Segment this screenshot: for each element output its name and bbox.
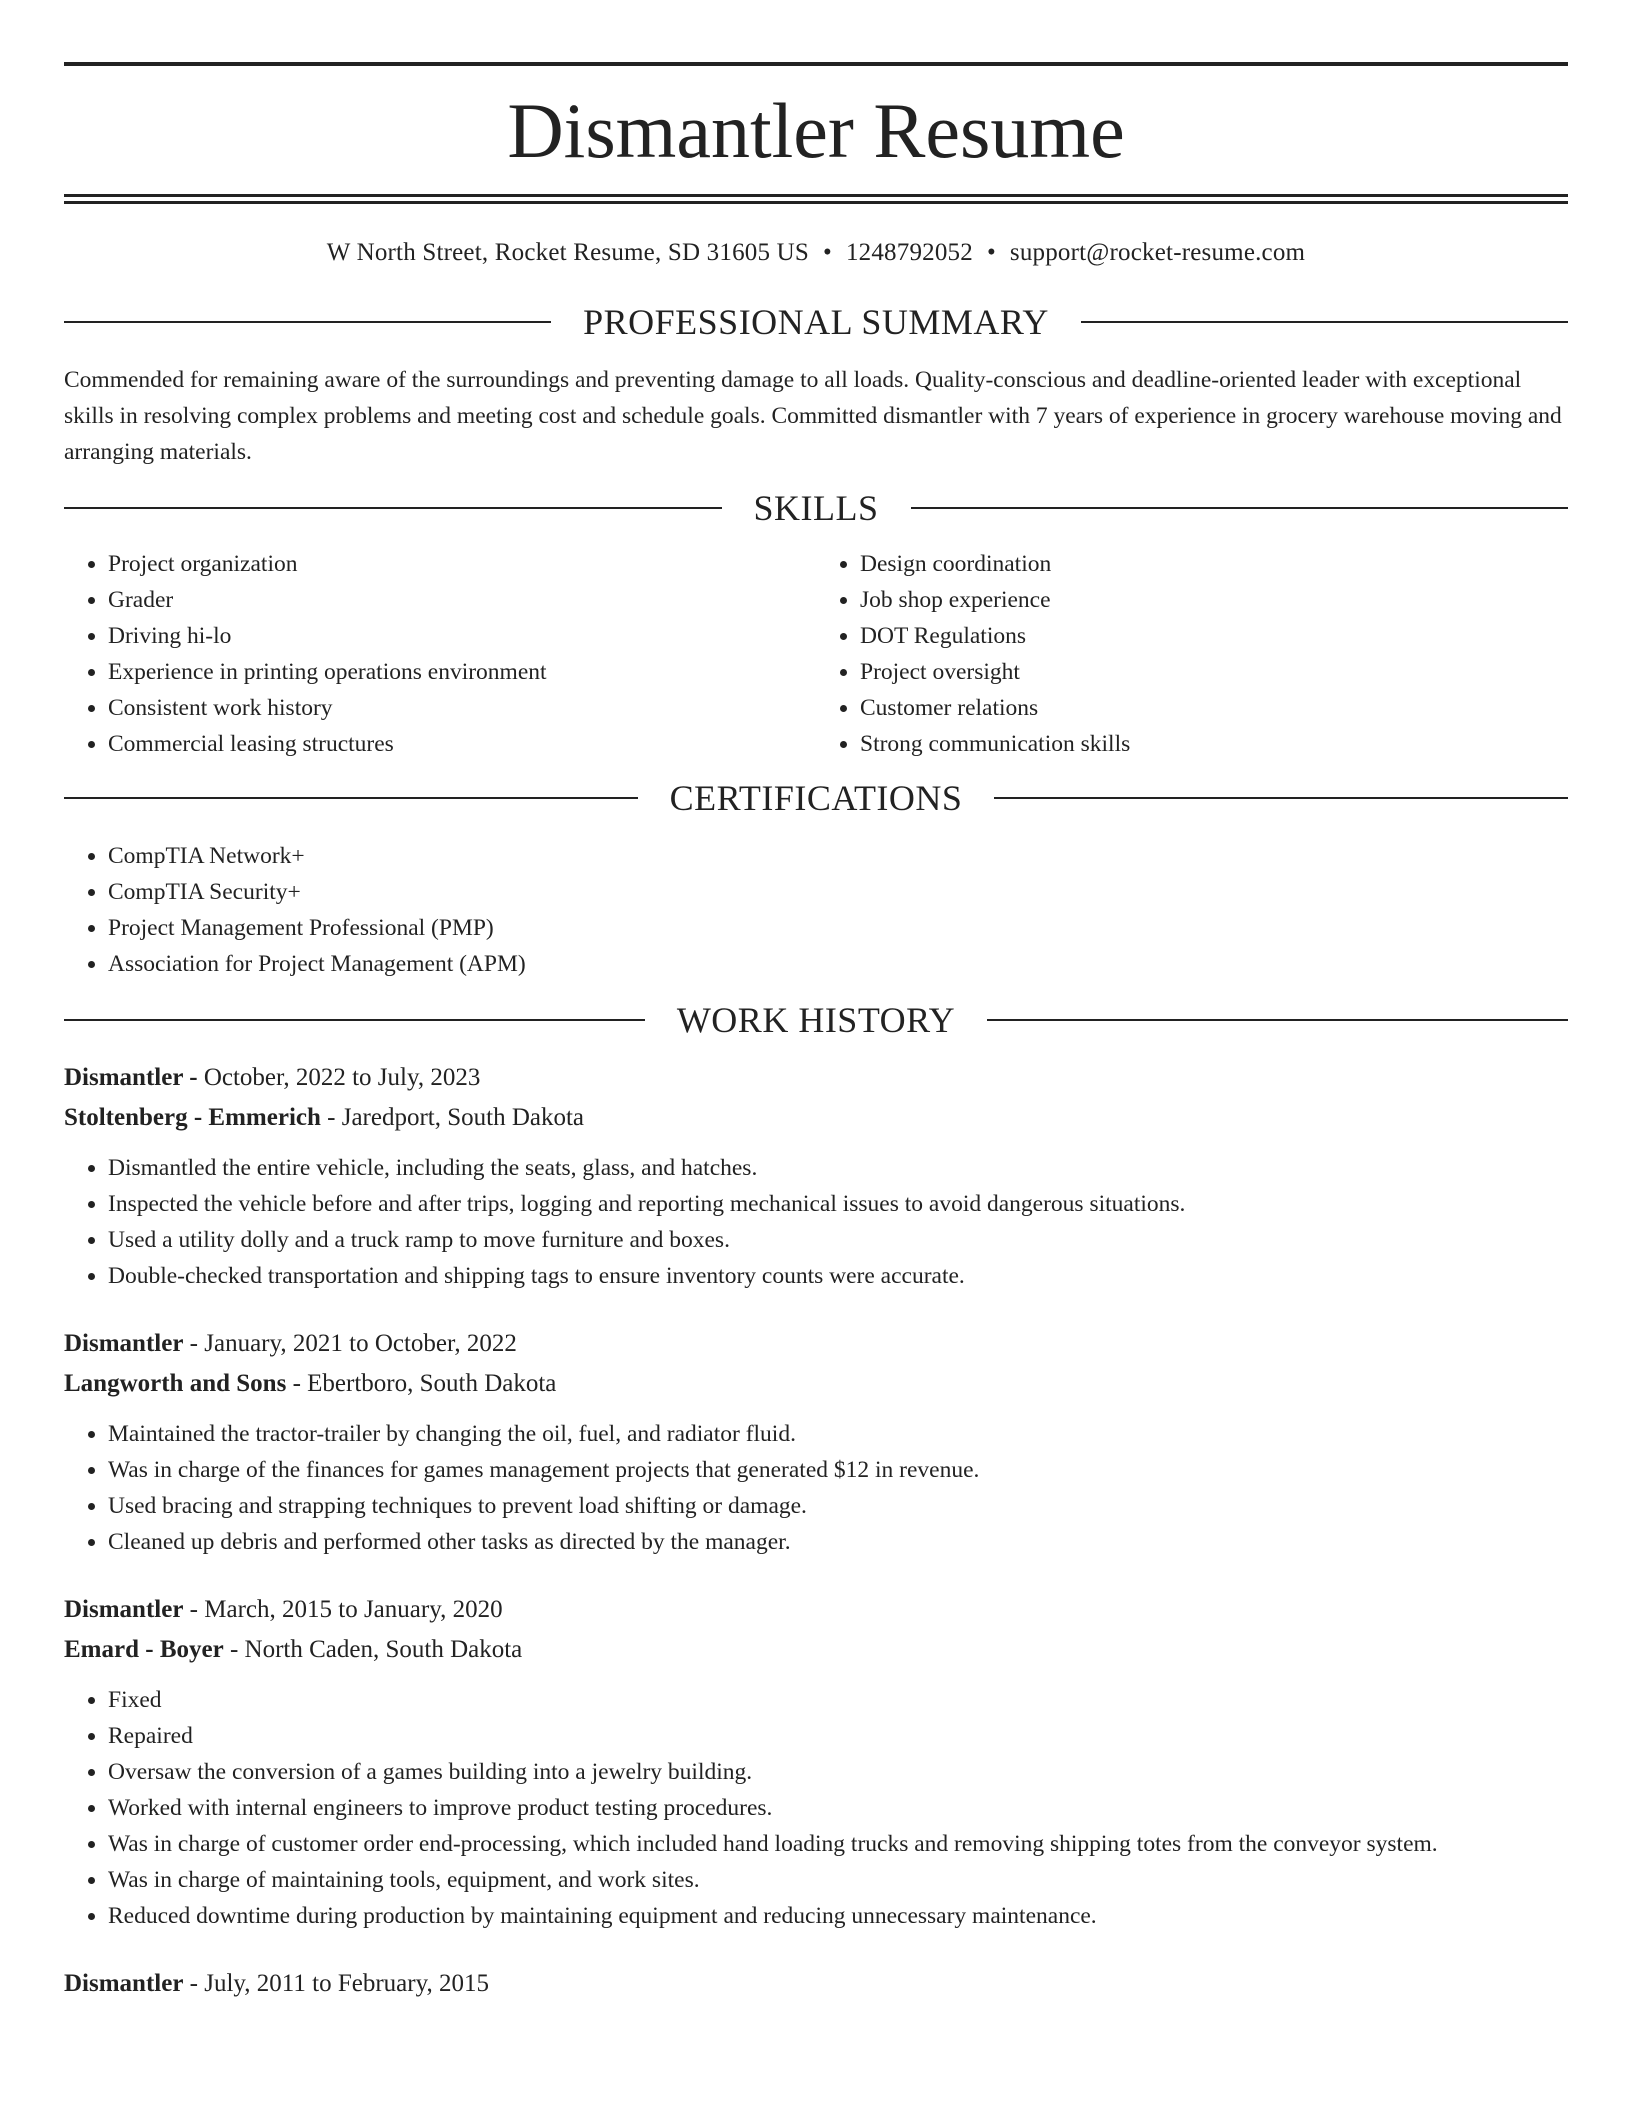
section-header-summary [64,302,1568,342]
job-title-line: Dismantler - October, 2022 to July, 2023 [64,1064,481,1091]
skill-item: • Grader [108,582,816,618]
job-bullet: • Used bracing and strapping techniques to prevent load shifting or damage. [108,1488,1568,1524]
divider [987,1019,1568,1021]
contact-phone: 1248792052 [845,239,973,266]
section-title-summary: PROFESSIONAL SUMMARY [583,302,1049,342]
contact-email: support@rocket-resume.com [1009,239,1306,266]
job-company-line: Stoltenberg - Emmerich - Jaredport, South Dakota [64,1104,585,1131]
contact-separator: • [986,239,996,266]
job-bullet: • Was in charge of customer order end-processing, which included hand loading trucks and removing shipping totes from the conveyor system. [108,1826,1568,1862]
job-bullet: • Inspected the vehicle before and after trips, logging and reporting mechanical issues to avoid dangerous situations. [108,1186,1568,1222]
job-bullet: • Worked with internal engineers to improve product testing procedures. [108,1790,1568,1826]
contact-address: W North Street, Rocket Resume, SD 31605 US [326,239,809,266]
job-title: Dismantler [64,1596,184,1623]
job-bullet: • Was in charge of the finances for games management projects that generated $12 in revenue. [108,1452,1568,1488]
certification-item: • CompTIA Network+ [108,838,1568,874]
divider [911,507,1569,509]
skill-item: • Project oversight [860,654,1568,690]
job-bullet: • Fixed [108,1682,1568,1718]
section-header-certifications [64,778,1568,818]
job-bullet: • Dismantled the entire vehicle, including the seats, glass, and hatches. [108,1150,1568,1186]
job-entry [64,1964,1568,2004]
job-title: Dismantler [64,1330,184,1357]
certification-item: • CompTIA Security+ [108,874,1568,910]
section-header-skills [64,488,1568,528]
skill-item: • Commercial leasing structures [108,726,816,762]
skill-item: • Consistent work history [108,690,816,726]
skill-item: • Customer relations [860,690,1568,726]
job-company: Langworth and Sons [64,1370,287,1397]
job-entry [64,1058,1568,1294]
job-bullets [64,1682,1568,1934]
skill-item: • DOT Regulations [860,618,1568,654]
job-company: Emard - Boyer [64,1636,224,1663]
job-dates: March, 2015 to January, 2020 [204,1596,503,1623]
section-header-work [64,1000,1568,1040]
job-bullet: • Cleaned up debris and performed other tasks as directed by the manager. [108,1524,1568,1560]
job-bullet: • Oversaw the conversion of a games building into a jewelry building. [108,1754,1568,1790]
job-bullet: • Reduced downtime during production by maintaining equipment and reducing unnecessary maintenance. [108,1898,1568,1934]
job-bullet: • Used a utility dolly and a truck ramp to move furniture and boxes. [108,1222,1568,1258]
job-company: Stoltenberg - Emmerich [64,1104,321,1131]
job-location: Ebertboro, South Dakota [307,1370,557,1397]
divider [64,507,722,509]
skills-column-left [64,546,816,762]
certifications-list [64,838,1568,982]
divider [994,797,1568,799]
job-company-line: Langworth and Sons - Ebertboro, South Dakota [64,1370,557,1397]
contact-separator: • [823,239,832,266]
certification-item: • Association for Project Management (APM) [108,946,1568,982]
job-bullet: • Maintained the tractor-trailer by changing the oil, fuel, and radiator fluid. [108,1416,1568,1452]
skills-list [64,546,1568,762]
section-title-skills: SKILLS [753,488,879,528]
job-title-line: Dismantler - July, 2011 to February, 2015 [64,1970,489,1997]
job-dates: January, 2021 to October, 2022 [204,1330,517,1357]
job-entry [64,1324,1568,1560]
job-title-line: Dismantler - January, 2021 to October, 2022 [64,1330,517,1357]
title-double-rule [64,194,1568,204]
job-bullet: • Was in charge of maintaining tools, equipment, and work sites. [108,1862,1568,1898]
job-bullet: • Repaired [108,1718,1568,1754]
divider [64,1019,645,1021]
job-location: Jaredport, South Dakota [341,1104,585,1131]
skills-column-right [816,546,1568,762]
page-title: Dismantler Resume [507,87,1125,174]
skill-item: • Design coordination [860,546,1568,582]
contact-line [64,238,1568,268]
job-bullets [64,1150,1568,1294]
divider [64,797,638,799]
job-title: Dismantler [64,1970,184,1997]
divider [64,321,551,323]
resume-page [64,0,1568,2004]
skill-item: • Strong communication skills [860,726,1568,762]
job-dates: October, 2022 to July, 2023 [203,1064,481,1091]
summary-text: Commended for remaining aware of the surroundings and preventing damage to all loads. Quality-conscious and deadline-oriented leader with exceptional skills in resolving complex problems and meeting cost and schedule goals. Committed dismantler with 7 years of experience in grocery warehouse moving and arranging materials. [64,367,1562,465]
job-title: Dismantler [64,1064,183,1091]
section-title-work: WORK HISTORY [676,1000,956,1040]
job-company-line: Emard - Boyer - North Caden, South Dakota [64,1636,523,1663]
divider [1081,321,1568,323]
skill-item: • Job shop experience [860,582,1568,618]
job-location: North Caden, South Dakota [244,1636,523,1663]
skill-item: • Experience in printing operations environment [108,654,816,690]
job-bullet: • Double-checked transportation and shipping tags to ensure inventory counts were accurate. [108,1258,1568,1294]
job-bullets [64,1416,1568,1560]
job-entry [64,1590,1568,1934]
certification-item: • Project Management Professional (PMP) [108,910,1568,946]
skill-item: • Driving hi-lo [108,618,816,654]
job-dates: July, 2011 to February, 2015 [204,1970,489,1997]
section-title-certifications: CERTIFICATIONS [669,778,963,818]
job-title-line: Dismantler - March, 2015 to January, 2020 [64,1596,503,1623]
skill-item: • Project organization [108,546,816,582]
